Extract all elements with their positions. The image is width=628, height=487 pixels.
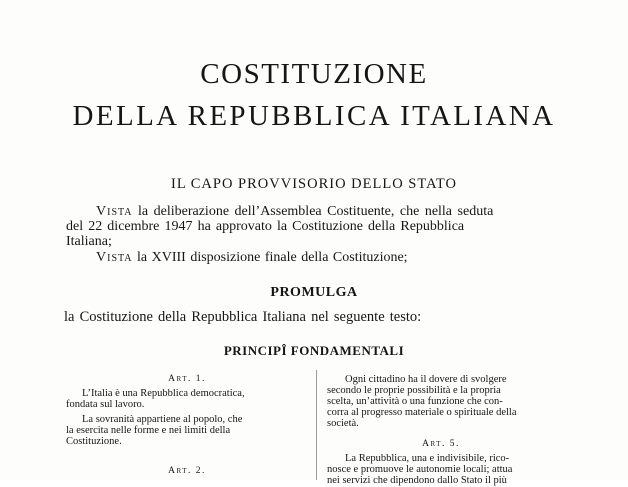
vista1-line1-text: la deliberazione dell’Assemblea Costituente, che nella seduta	[138, 204, 494, 219]
vista2-lead: Vista	[96, 250, 133, 265]
vista1-line-1	[96, 204, 493, 219]
article-4-text-line: secondo le proprie possibilità e la propria	[327, 385, 501, 396]
article-1-text-line: fondata sul lavoro.	[66, 399, 145, 410]
vista1-lead: Vista	[96, 204, 133, 219]
promulgation-text: la Costituzione della Repubblica Italiana nel seguente testo:	[64, 309, 422, 325]
vista1-line-2: del 22 dicembre 1947 ha approvato la Costituzione della Repubblica	[66, 219, 465, 234]
article-1-text-line: L’Italia è una Repubblica democratica,	[82, 388, 245, 399]
vista1-line-3: Italiana;	[66, 234, 112, 249]
promulga-heading: PROMULGA	[270, 285, 358, 300]
article-1-text-line: la esercita nelle forme e nei limiti della	[66, 425, 231, 436]
article-4-text-line: corra al progresso materiale o spirituale della	[327, 407, 517, 418]
article-5-text-line: nei servizi che dipendono dallo Stato il più	[327, 475, 507, 486]
principi-heading: PRINCIPÎ FONDAMENTALI	[223, 343, 405, 358]
capo-heading: IL CAPO PROVVISORIO DELLO STATO	[170, 176, 458, 192]
article-5-text-line: La Repubblica, una e indivisibile, rico-	[345, 453, 510, 464]
article-1-text-line: Costituzione.	[66, 436, 122, 447]
article-5-title: Art. 5.	[422, 439, 460, 449]
document-subtitle: DELLA REPUBBLICA ITALIANA	[72, 100, 556, 132]
article-4-text-line: Ogni cittadino ha il dovere di svolgere	[345, 374, 507, 385]
article-1-text-line: La sovranità appartiene al popolo, che	[82, 414, 243, 425]
article-2-title: Art. 2.	[168, 466, 206, 476]
vista2-line	[96, 250, 408, 265]
article-4-text-line: società.	[327, 418, 359, 429]
vista2-text: la XVIII disposizione finale della Costituzione;	[137, 250, 408, 265]
article-1-title: Art. 1.	[168, 374, 206, 384]
article-4-text-line: scelta, un’attività o una funzione che con-	[327, 396, 503, 407]
article-5-text-line: nosce e promuove le autonomie locali; attua	[327, 464, 513, 475]
column-divider	[316, 370, 317, 480]
document-title: COSTITUZIONE	[200, 58, 428, 90]
